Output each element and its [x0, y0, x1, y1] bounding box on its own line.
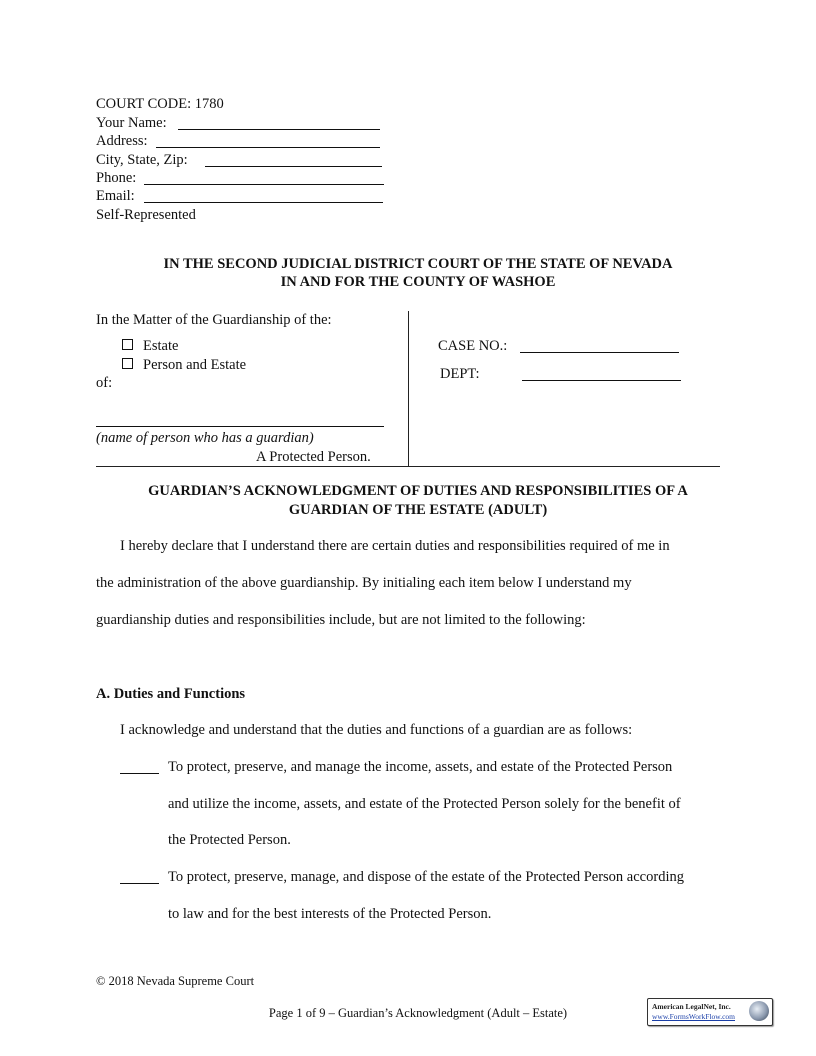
name-note [96, 430, 314, 447]
american-legalnet-logo[interactable] [647, 998, 773, 1026]
dept-label: DEPT: [440, 366, 480, 382]
item1-line3: the Protected Person. [168, 832, 291, 848]
city-state-zip-field[interactable] [205, 166, 382, 167]
initials-field-2[interactable] [120, 883, 159, 884]
option-estate-label: Estate [143, 338, 179, 354]
globe-icon [749, 1001, 769, 1021]
page-footer: Page 1 of 9 – Guardian’s Acknowledgment (Adult – Estate) [268, 1006, 568, 1020]
option-estate[interactable] [122, 338, 178, 355]
court-name-line2: IN AND FOR THE COUNTY OF WASHOE [280, 274, 556, 290]
city-state-zip-label: City, State, Zip: [96, 152, 188, 168]
logo-url-link[interactable]: www.FormsWorkFlow.com [652, 1012, 736, 1021]
email-field[interactable] [144, 202, 383, 203]
option-person-and-estate[interactable] [122, 357, 246, 374]
your-name-field[interactable] [178, 129, 380, 130]
item1-line2: and utilize the income, assets, and estate of the Protected Person solely for the benefit of [168, 796, 681, 812]
item2-line2: to law and for the best interests of the Protected Person. [168, 906, 492, 922]
copyright: © 2018 Nevada Supreme Court [96, 974, 255, 988]
document-title-line2: GUARDIAN OF THE ESTATE (ADULT) [288, 502, 548, 518]
dept-field[interactable] [522, 380, 681, 381]
section-a-lead: I acknowledge and understand that the duties and functions of a guardian are as follows: [120, 722, 633, 738]
your-name-label: Your Name: [96, 115, 167, 131]
case-no-field[interactable] [520, 352, 679, 353]
caption-bottom-rule [96, 466, 720, 467]
court-code: COURT CODE: 1780 [96, 96, 224, 112]
logo-company-name: American LegalNet, Inc. [652, 1002, 731, 1011]
matter-label: In the Matter of the Guardianship of the: [96, 312, 332, 328]
person-estate-checkbox[interactable] [122, 358, 133, 369]
self-represented: Self-Represented [96, 207, 196, 223]
document-title-line1: GUARDIAN’S ACKNOWLEDGMENT OF DUTIES AND RESPONSIBILITIES OF A [148, 483, 688, 499]
initials-field-1[interactable] [120, 773, 159, 774]
intro-line2: the administration of the above guardianship. By initialing each item below I understand my [96, 575, 632, 591]
protected-person-label: A Protected Person. [256, 449, 371, 465]
caption-divider [408, 311, 409, 467]
protected-person-name-field[interactable] [96, 426, 384, 427]
intro-line1: I hereby declare that I understand there are certain duties and responsibilities required of me in [120, 538, 670, 554]
name-note-text: (name of person who has a guardian) [96, 430, 314, 446]
item1-line1: To protect, preserve, and manage the income, assets, and estate of the Protected Person [168, 759, 673, 775]
court-name-line1: IN THE SECOND JUDICIAL DISTRICT COURT OF THE STATE OF NEVADA [163, 256, 673, 272]
item2-line1: To protect, preserve, manage, and dispose of the estate of the Protected Person according [168, 869, 684, 885]
email-label: Email: [96, 188, 135, 204]
of-label: of: [96, 375, 113, 391]
intro-line3: guardianship duties and responsibilities include, but are not limited to the following: [96, 612, 586, 628]
phone-label: Phone: [96, 170, 137, 186]
address-field[interactable] [156, 147, 380, 148]
option-person-estate-label: Person and Estate [143, 357, 247, 373]
phone-field[interactable] [144, 184, 384, 185]
address-label: Address: [96, 133, 148, 149]
case-no-label: CASE NO.: [438, 338, 508, 354]
section-a-heading: A. Duties and Functions [96, 686, 246, 702]
estate-checkbox[interactable] [122, 339, 133, 350]
